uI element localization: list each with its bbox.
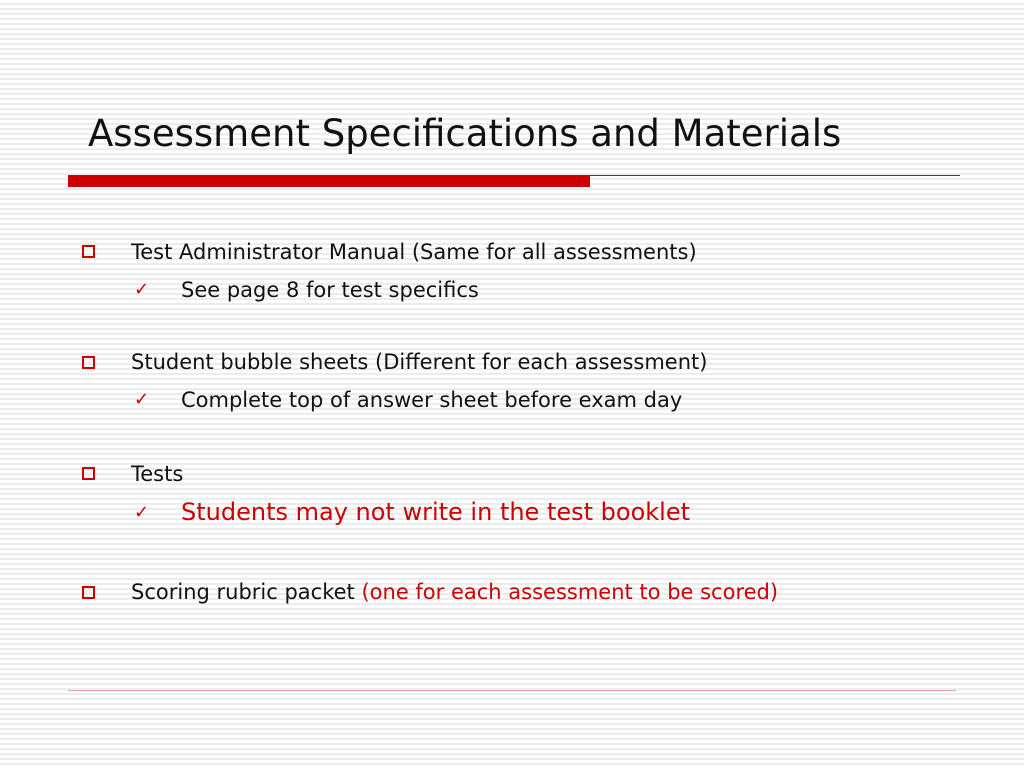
- title-underline-thin: [590, 175, 960, 176]
- bullet-text-line: [131, 578, 778, 606]
- hollow-square-icon: [82, 586, 95, 599]
- bullet-text: Scoring rubric packet: [131, 580, 355, 604]
- checkmark-icon: ✓: [134, 389, 150, 410]
- bullet-text: Test Administrator Manual (Same for all assessments): [131, 240, 697, 264]
- bullet-text: Student bubble sheets (Different for each assessment): [131, 350, 708, 374]
- bottom-divider: [68, 690, 956, 691]
- hollow-square-icon: [82, 467, 95, 480]
- checkmark-icon: ✓: [134, 502, 150, 523]
- slide-title: Assessment Specifications and Materials: [88, 112, 842, 155]
- sub-bullet-text: Complete top of answer sheet before exam day: [181, 388, 683, 412]
- sub-bullet-text: See page 8 for test specifics: [181, 278, 479, 302]
- hollow-square-icon: [82, 356, 95, 369]
- bullet-text: Tests: [131, 462, 184, 486]
- sub-bullet-text-emphasis: Students may not write in the test booklet: [181, 498, 691, 526]
- hollow-square-icon: [82, 245, 95, 258]
- checkmark-icon: ✓: [134, 279, 150, 300]
- bullet-text-emphasis: (one for each assessment to be scored): [361, 580, 779, 604]
- title-underline-thick: [68, 175, 590, 187]
